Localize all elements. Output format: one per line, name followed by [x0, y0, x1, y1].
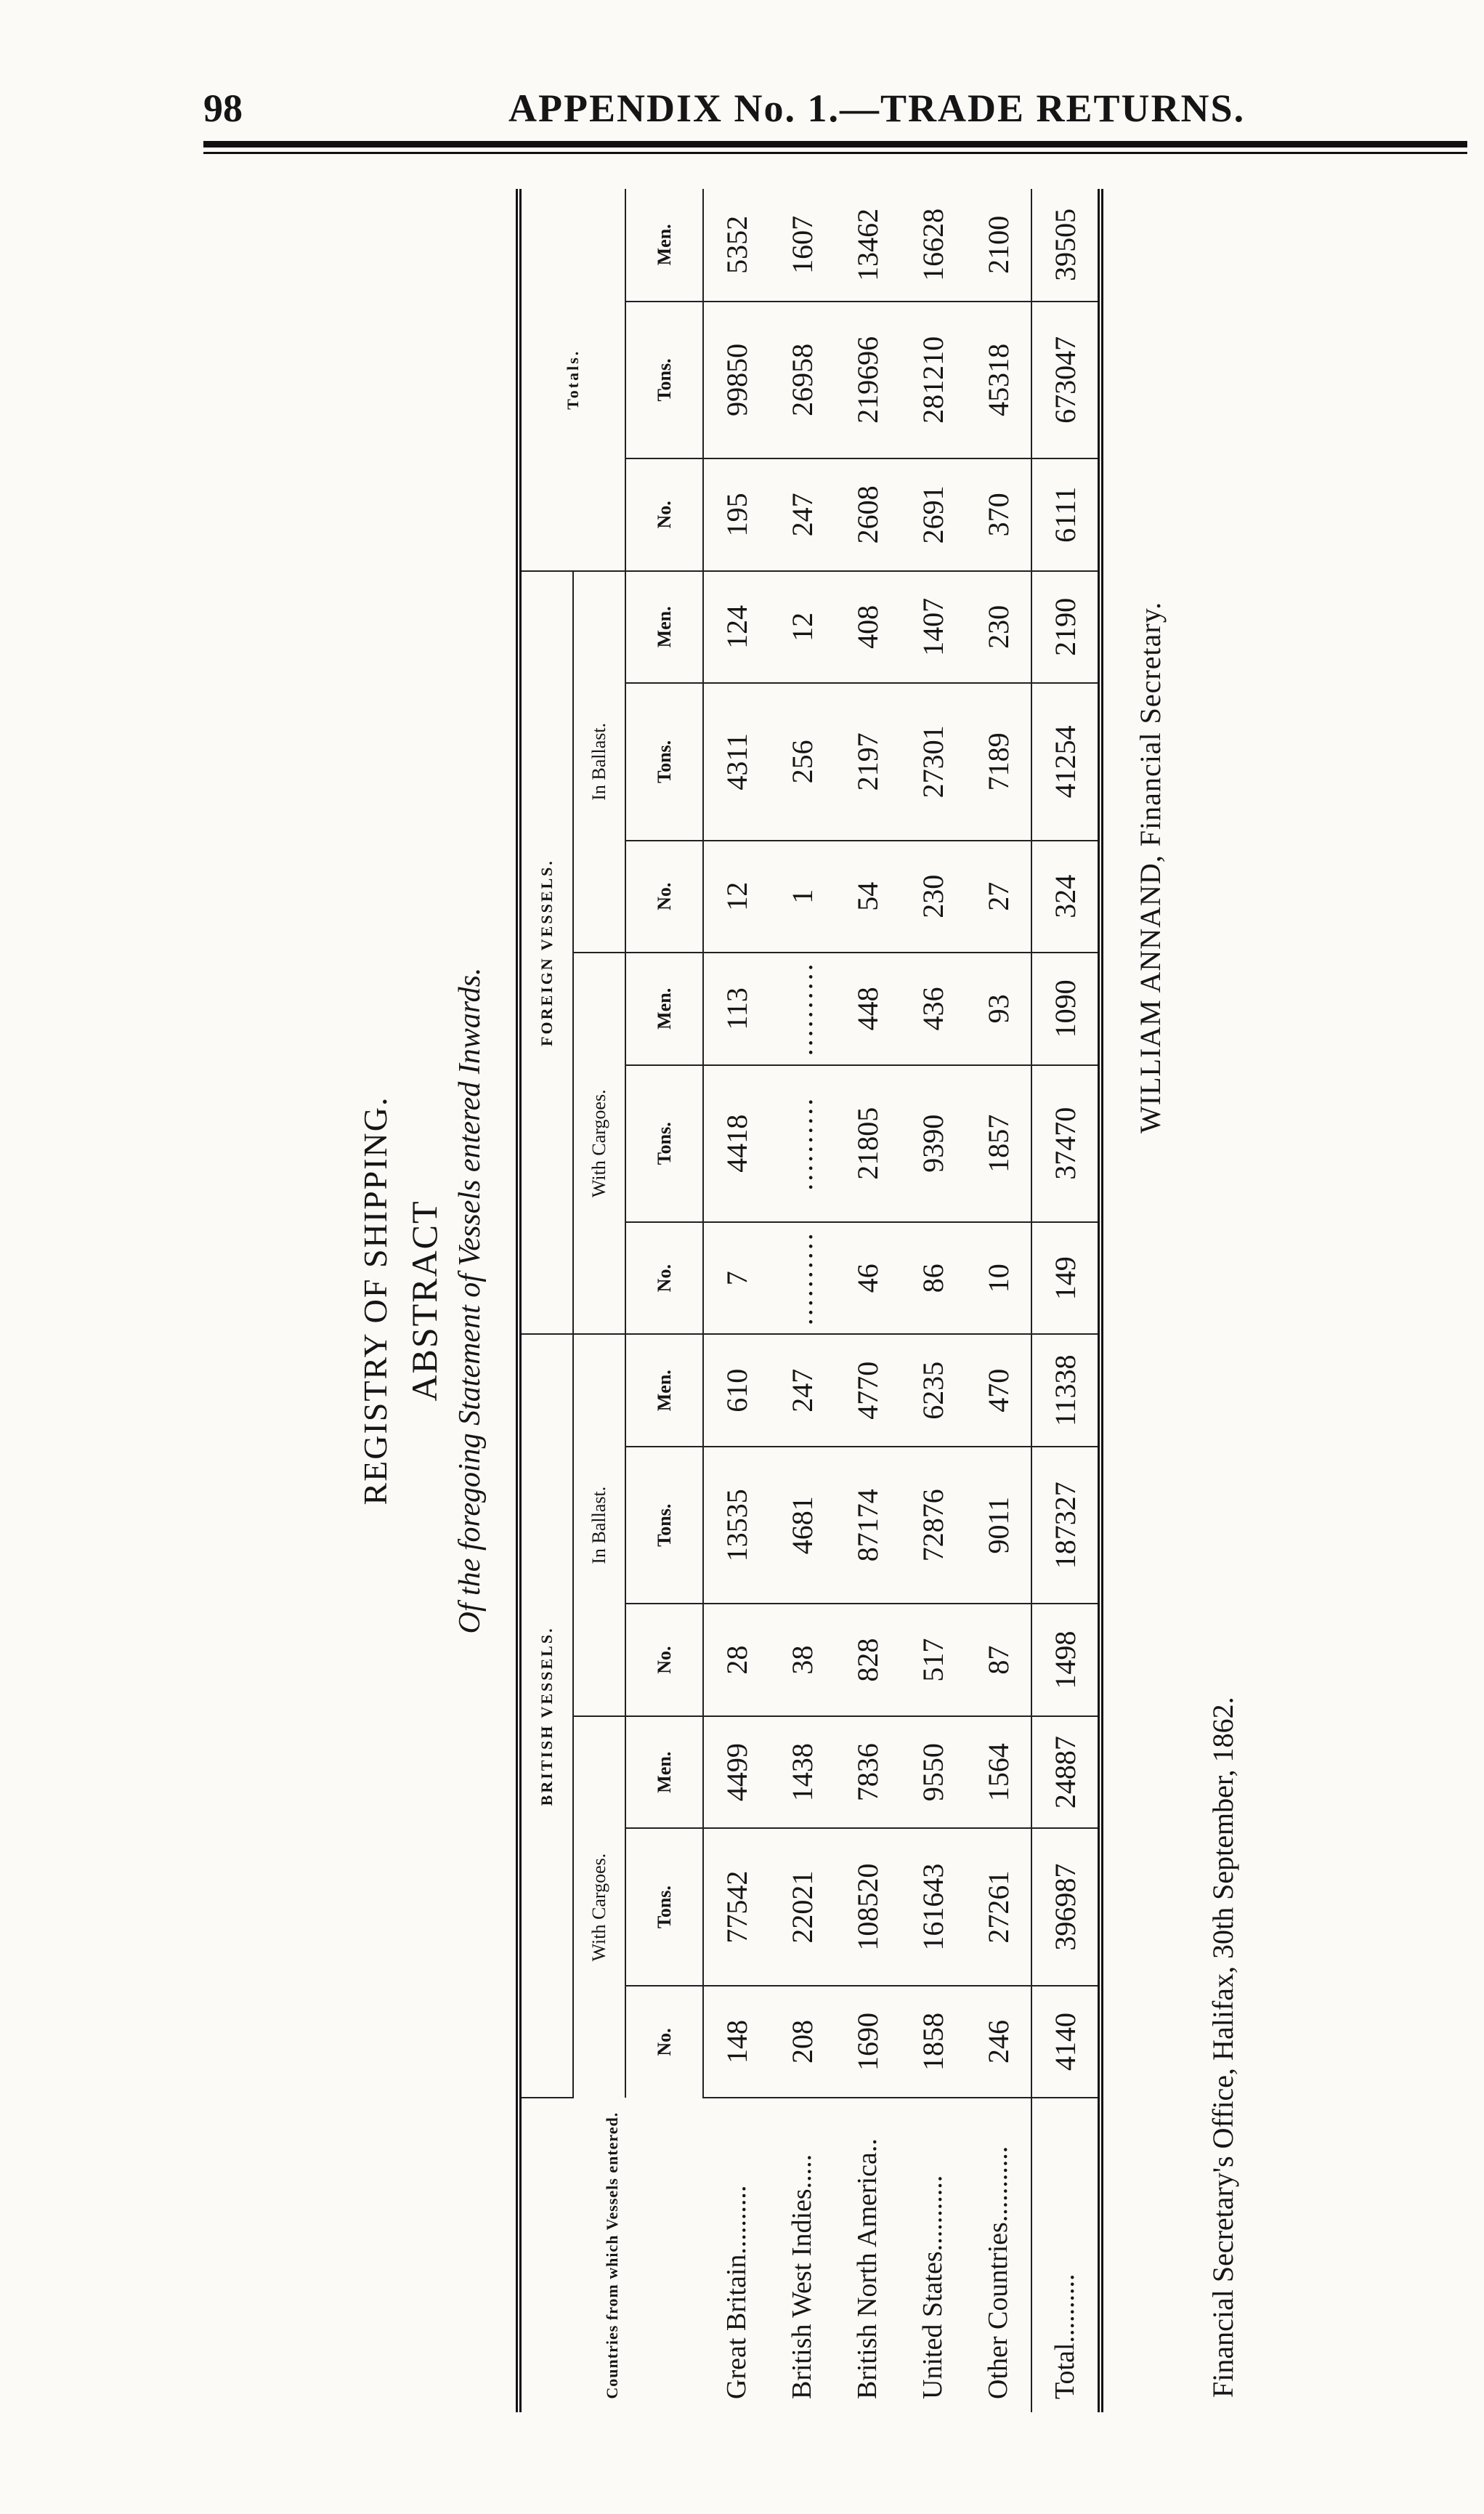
table-cell: 10: [965, 1222, 1031, 1335]
column-label-men: Men.: [625, 1716, 703, 1829]
column-label-no: No.: [625, 1604, 703, 1716]
table-cell: 7189: [965, 683, 1031, 840]
table-cell: 9550: [900, 1716, 965, 1829]
table-cell: 187327: [1031, 1447, 1100, 1604]
table-cell: 1690: [835, 1986, 900, 2098]
table-cell: 2100: [965, 189, 1031, 302]
table-cell: 27: [965, 841, 1031, 953]
table-row: [835, 189, 900, 2412]
column-label-tons: Tons.: [625, 683, 703, 840]
table-row: [900, 189, 965, 2412]
table-cell: 39505: [1031, 189, 1100, 302]
table-cell: 219696: [835, 302, 900, 458]
column-label-men: Men.: [625, 571, 703, 684]
table-cell: 13462: [835, 189, 900, 302]
table-cell: 7836: [835, 1716, 900, 1829]
table-cell: 396987: [1031, 1828, 1100, 1985]
table-cell: 256: [769, 683, 835, 840]
table-cell: 1607: [769, 189, 835, 302]
table-cell: 828: [835, 1604, 900, 1716]
table-cell: 1857: [965, 1065, 1031, 1222]
column-label-men: Men.: [625, 189, 703, 302]
table-cell: 38: [769, 1604, 835, 1716]
table-cell: 9390: [900, 1065, 965, 1222]
running-title: APPENDIX No. 1.—TRADE RETURNS.: [508, 86, 1246, 130]
table-cell: ..........: [769, 1222, 835, 1335]
row-label: Other Countries...........: [983, 2146, 1013, 2399]
table-cell: 324: [1031, 841, 1100, 953]
table-cell: 230: [965, 571, 1031, 684]
foreign-with-cargoes-header: With Cargoes.: [573, 953, 625, 1334]
table-cell: 470: [965, 1334, 1031, 1447]
header-rule: [203, 141, 1467, 147]
table-cell: 247: [769, 458, 835, 571]
table-cell: 247: [769, 1334, 835, 1447]
table-row: [769, 189, 835, 2412]
table-row: [965, 189, 1031, 2412]
british-with-cargoes-header: With Cargoes.: [573, 1716, 625, 2098]
table-cell: 610: [703, 1334, 769, 1447]
table-cell: 4418: [703, 1065, 769, 1222]
registry-title: REGISTRY OF SHIPPING.: [357, 1096, 394, 1505]
table-cell: 4140: [1031, 1986, 1100, 2098]
column-label-no: No.: [625, 841, 703, 953]
table-cell: 26958: [769, 302, 835, 458]
countries-column-header: Countries from which Vessels entered.: [602, 2111, 621, 2399]
table-cell: 448: [835, 953, 900, 1065]
table-cell: 77542: [703, 1828, 769, 1985]
column-label-tons: Tons.: [625, 1065, 703, 1222]
table-cell: 1438: [769, 1716, 835, 1829]
row-label: Great Britain..........: [721, 2185, 752, 2399]
abstract-title: ABSTRACT: [404, 1200, 445, 1402]
header-rule-thin: [203, 152, 1467, 154]
table-cell: 93: [965, 953, 1031, 1065]
table-cell: 7: [703, 1222, 769, 1335]
table-cell: 148: [703, 1986, 769, 2098]
table-row: [703, 189, 769, 2412]
column-label-men: Men.: [625, 953, 703, 1065]
foreign-vessels-header: FOREIGN VESSELS.: [519, 571, 573, 1335]
column-label-row: [625, 189, 703, 2412]
table-cell: 4770: [835, 1334, 900, 1447]
table-cell: 45318: [965, 302, 1031, 458]
column-label-no: No.: [625, 458, 703, 571]
table-cell: 13535: [703, 1447, 769, 1604]
table-cell: 4499: [703, 1716, 769, 1829]
table-cell: 72876: [900, 1447, 965, 1604]
table-cell: 1858: [900, 1986, 965, 2098]
table-body: [703, 189, 1100, 2412]
table-cell: 517: [900, 1604, 965, 1716]
table-cell: 370: [965, 458, 1031, 571]
column-label-men: Men.: [625, 1334, 703, 1447]
british-vessels-header: BRITISH VESSELS.: [519, 1334, 573, 2098]
table-cell: 1498: [1031, 1604, 1100, 1716]
table-cell: 27261: [965, 1828, 1031, 1985]
table-cell: 99850: [703, 302, 769, 458]
column-label-tons: Tons.: [625, 1447, 703, 1604]
table-cell: 5352: [703, 189, 769, 302]
table-cell: 408: [835, 571, 900, 684]
table-cell: 2190: [1031, 571, 1100, 684]
table-cell: 4311: [703, 683, 769, 840]
row-label: Total..........: [1031, 2098, 1100, 2412]
table-cell: 124: [703, 571, 769, 684]
table-cell: 1: [769, 841, 835, 953]
table-cell: 1090: [1031, 953, 1100, 1065]
signature: WILLIAM ANNAND, Financial Secretary.: [1134, 601, 1167, 1133]
column-label-tons: Tons.: [625, 302, 703, 458]
row-label: British West Indies.....: [787, 2154, 817, 2399]
table-cell: 4681: [769, 1447, 835, 1604]
foreign-in-ballast-header: In Ballast.: [573, 571, 625, 953]
row-label: British North America..: [852, 2138, 883, 2399]
table-cell: 6111: [1031, 458, 1100, 571]
table-cell: 281210: [900, 302, 965, 458]
table-cell: 86: [900, 1222, 965, 1335]
table-cell: 208: [769, 1986, 835, 2098]
row-label: United States...........: [917, 2175, 948, 2399]
column-label-no: No.: [625, 1986, 703, 2098]
table-cell: 21805: [835, 1065, 900, 1222]
shipping-abstract-table: [516, 189, 1103, 2412]
table-cell: 6235: [900, 1334, 965, 1447]
table-cell: 246: [965, 1986, 1031, 2098]
page-header: [203, 80, 1467, 145]
table-cell: 436: [900, 953, 965, 1065]
table-cell: ..........: [769, 1065, 835, 1222]
table-cell: 230: [900, 841, 965, 953]
table-cell: 28: [703, 1604, 769, 1716]
table-cell: 195: [703, 458, 769, 571]
british-in-ballast-header: In Ballast.: [573, 1334, 625, 1715]
table-cell: 87174: [835, 1447, 900, 1604]
table-cell: 9011: [965, 1447, 1031, 1604]
column-label-tons: Tons.: [625, 1828, 703, 1985]
table-cell: 54: [835, 841, 900, 953]
abstract-subtitle: Of the foregoing Statement of Vessels entered Inwards.: [453, 967, 487, 1634]
table-cell: 1407: [900, 571, 965, 684]
table-cell: 12: [769, 571, 835, 684]
table-cell: 12: [703, 841, 769, 953]
totals-header: Totals.: [519, 189, 625, 571]
table-cell: 673047: [1031, 302, 1100, 458]
table-cell: 2608: [835, 458, 900, 571]
table-cell: 11338: [1031, 1334, 1100, 1447]
total-row: [1031, 189, 1100, 2412]
table-cell: 22021: [769, 1828, 835, 1985]
page-number: 98: [203, 86, 243, 130]
table-cell: 2691: [900, 458, 965, 571]
table-cell: 161643: [900, 1828, 965, 1985]
table-cell: 149: [1031, 1222, 1100, 1335]
table-cell: 37470: [1031, 1065, 1100, 1222]
column-label-no: No.: [625, 1222, 703, 1335]
table-cell: 1564: [965, 1716, 1031, 1829]
table-cell: 113: [703, 953, 769, 1065]
table-cell: 108520: [835, 1828, 900, 1985]
office-date-line: Financial Secretary's Office, Halifax, 30th September, 1862.: [1207, 1697, 1239, 2398]
rotated-page-body: [174, 174, 1278, 2427]
document-titles: [356, 174, 487, 2427]
table-cell: ..........: [769, 953, 835, 1065]
table-cell: 2197: [835, 683, 900, 840]
table-cell: 87: [965, 1604, 1031, 1716]
table-cell: 41254: [1031, 683, 1100, 840]
table-cell: 24887: [1031, 1716, 1100, 1829]
table-cell: 16628: [900, 189, 965, 302]
table-cell: 46: [835, 1222, 900, 1335]
table-cell: 27301: [900, 683, 965, 840]
